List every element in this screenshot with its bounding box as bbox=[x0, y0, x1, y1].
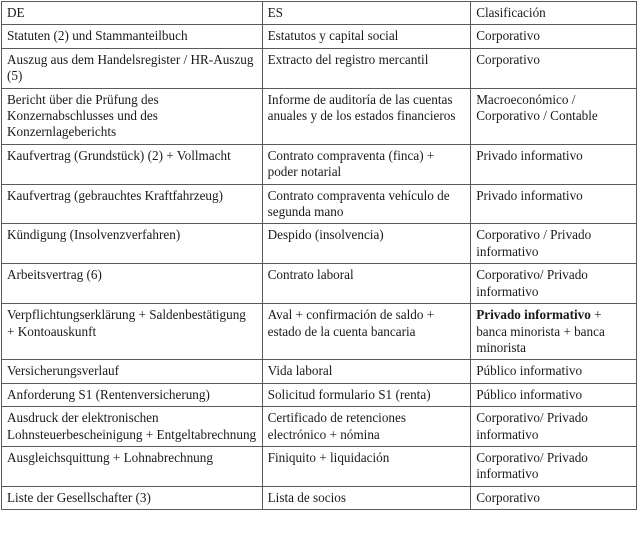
translation-classification-table bbox=[1, 1, 637, 510]
cell-clasificacion-bold: Privado informativo bbox=[476, 307, 591, 323]
cell-de: Verpflichtungserklärung + Saldenbestätigung + Kontoauskunft bbox=[2, 304, 263, 360]
cell-es: Solicitud formulario S1 (renta) bbox=[262, 383, 471, 406]
table-row bbox=[2, 25, 637, 48]
table-row bbox=[2, 446, 637, 486]
cell-clasificacion: Corporativo/ Privado informativo bbox=[471, 264, 637, 304]
cell-clasificacion: Corporativo bbox=[471, 486, 637, 509]
cell-clasificacion: Privado informativo bbox=[471, 184, 637, 224]
cell-de: Kündigung (Insolvenzverfahren) bbox=[2, 224, 263, 264]
table-row bbox=[2, 383, 637, 406]
cell-clasificacion: Corporativo bbox=[471, 48, 637, 88]
header-clasificacion: Clasificación bbox=[471, 2, 637, 25]
header-es: ES bbox=[262, 2, 471, 25]
cell-clasificacion-rest: + banca minorista + banca minorista bbox=[476, 307, 605, 355]
table-row bbox=[2, 48, 637, 88]
cell-es: Extracto del registro mercantil bbox=[262, 48, 471, 88]
cell-de: Anforderung S1 (Rentenversicherung) bbox=[2, 383, 263, 406]
cell-de: Versicherungsverlauf bbox=[2, 360, 263, 383]
cell-de: Kaufvertrag (gebrauchtes Kraftfahrzeug) bbox=[2, 184, 263, 224]
cell-clasificacion: Público informativo bbox=[471, 360, 637, 383]
cell-es: Contrato compraventa (finca) + poder notarial bbox=[262, 144, 471, 184]
cell-de: Ausgleichsquittung + Lohnabrechnung bbox=[2, 446, 263, 486]
cell-es: Estatutos y capital social bbox=[262, 25, 471, 48]
table-row bbox=[2, 224, 637, 264]
cell-de: Bericht über die Prüfung des Konzernabschlusses und des Konzernlageberichts bbox=[2, 88, 263, 144]
cell-de: Auszug aus dem Handelsregister / HR-Auszug (5) bbox=[2, 48, 263, 88]
cell-es: Finiquito + liquidación bbox=[262, 446, 471, 486]
table-row bbox=[2, 360, 637, 383]
cell-de: Liste der Gesellschafter (3) bbox=[2, 486, 263, 509]
cell-clasificacion bbox=[471, 304, 637, 360]
table-row bbox=[2, 264, 637, 304]
cell-clasificacion: Público informativo bbox=[471, 383, 637, 406]
cell-es: Contrato compraventa vehículo de segunda mano bbox=[262, 184, 471, 224]
cell-es: Despido (insolvencia) bbox=[262, 224, 471, 264]
table-row bbox=[2, 304, 637, 360]
cell-de: Ausdruck der elektronischen Lohnsteuerbescheinigung + Entgeltabrechnung bbox=[2, 407, 263, 447]
table-row bbox=[2, 88, 637, 144]
cell-clasificacion: Corporativo / Privado informativo bbox=[471, 224, 637, 264]
cell-es: Informe de auditoría de las cuentas anuales y de los estados financieros bbox=[262, 88, 471, 144]
header-row bbox=[2, 2, 637, 25]
cell-de: Arbeitsvertrag (6) bbox=[2, 264, 263, 304]
cell-clasificacion: Privado informativo bbox=[471, 144, 637, 184]
cell-clasificacion: Corporativo/ Privado informativo bbox=[471, 446, 637, 486]
cell-clasificacion: Macroeconómico / Corporativo / Contable bbox=[471, 88, 637, 144]
header-de: DE bbox=[2, 2, 263, 25]
cell-clasificacion: Corporativo/ Privado informativo bbox=[471, 407, 637, 447]
cell-es: Aval + confirmación de saldo + estado de la cuenta bancaria bbox=[262, 304, 471, 360]
cell-de: Statuten (2) und Stammanteilbuch bbox=[2, 25, 263, 48]
table-row bbox=[2, 407, 637, 447]
table-row bbox=[2, 184, 637, 224]
table-row bbox=[2, 144, 637, 184]
cell-de: Kaufvertrag (Grundstück) (2) + Vollmacht bbox=[2, 144, 263, 184]
cell-es: Certificado de retenciones electrónico + nómina bbox=[262, 407, 471, 447]
table-row bbox=[2, 486, 637, 509]
cell-es: Vida laboral bbox=[262, 360, 471, 383]
cell-es: Contrato laboral bbox=[262, 264, 471, 304]
cell-clasificacion: Corporativo bbox=[471, 25, 637, 48]
cell-es: Lista de socios bbox=[262, 486, 471, 509]
